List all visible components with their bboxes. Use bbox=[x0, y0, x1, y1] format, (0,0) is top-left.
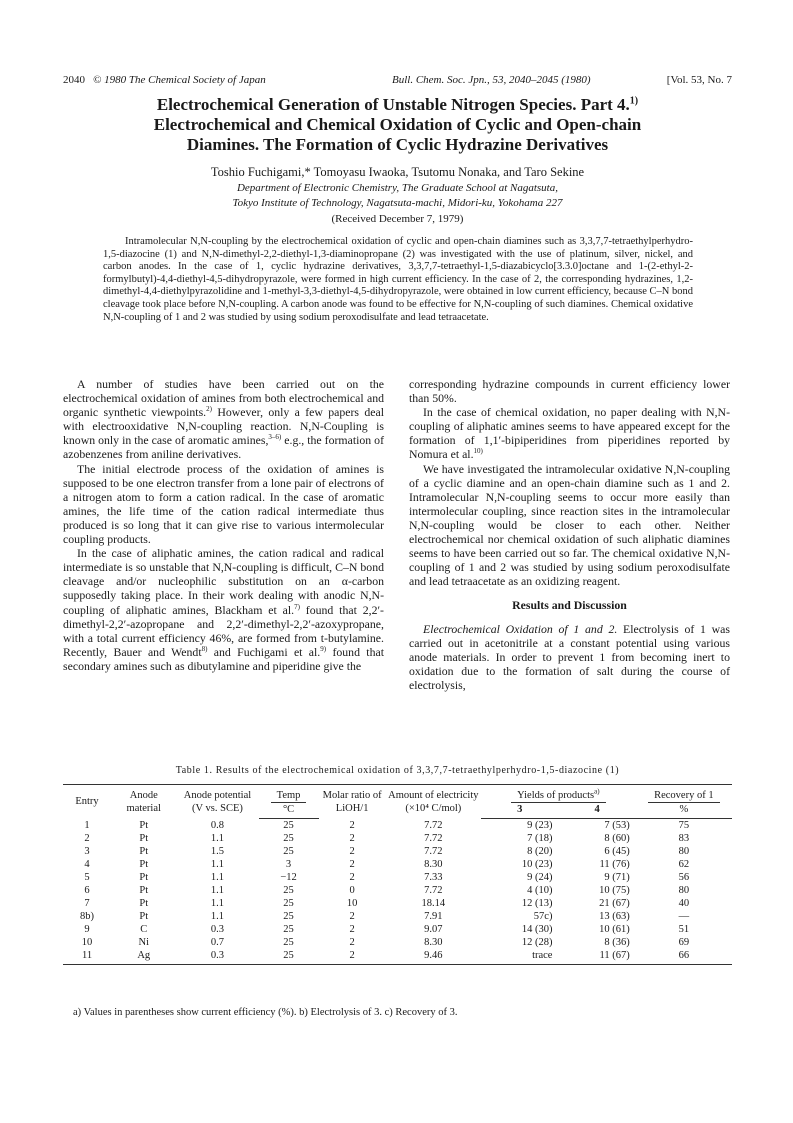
table-cell: 25 bbox=[283, 937, 294, 948]
table-cell: 7 (18) bbox=[527, 833, 553, 844]
text-run: found that secondary amines such as dibutylamine and piperidine give the bbox=[63, 644, 384, 673]
table-cell: 69 bbox=[678, 937, 690, 948]
table-cell: 18.14 bbox=[421, 898, 446, 909]
paragraph bbox=[63, 546, 384, 673]
table-cell: 75 bbox=[678, 820, 690, 831]
table-row bbox=[63, 910, 732, 923]
table-cell: 10 bbox=[346, 898, 358, 909]
table-cell: 25 bbox=[283, 924, 294, 935]
affiliation bbox=[63, 181, 732, 211]
table-caption: Table 1. Results of the electrochemical oxidation of 3,3,7,7-tetraethylperhydro-1,5-diazocine (1) bbox=[175, 765, 620, 776]
table-row bbox=[63, 923, 732, 936]
paper-title bbox=[63, 95, 732, 155]
table-cell: 9 (24) bbox=[527, 872, 553, 883]
table-cell: 83 bbox=[678, 833, 690, 844]
table-cell: 0.3 bbox=[210, 924, 225, 935]
table-row bbox=[63, 884, 732, 897]
table-cell: 2 bbox=[349, 859, 355, 870]
paragraph bbox=[63, 377, 384, 462]
table-body bbox=[63, 819, 732, 965]
table-cell: 80 bbox=[678, 846, 690, 857]
table-cell: 80 bbox=[678, 885, 690, 896]
table-cell: Pt bbox=[139, 885, 149, 896]
paragraph: The initial electrode process of the oxidation of amines is supposed to be one electron transfer from a lone pair of electrons of a nitrogen atom to form a cation radical. In the case of aromatic amines, the life time of the cation radical intermediate thus produced is so long that it can give rise to various intermolecular coupling products. bbox=[63, 461, 384, 547]
table-cell: 57c) bbox=[533, 911, 553, 922]
table-cell: 13 (63) bbox=[599, 911, 630, 922]
table-cell: 10 (61) bbox=[599, 924, 630, 935]
text-run: and Fuchigami et al. bbox=[207, 644, 321, 659]
text-run: In the case of aliphatic amines, the cation radical and radical intermediate is so unstable that N,N-coupling is difficult, C–N bond cleavage and/or nucleophilic substitution on an α-carbon supposedly taking place. In their work dealing with anodic N,N-coupling of aliphatic amines, Blackham et al. bbox=[63, 546, 384, 617]
affiliation-line-1: Department of Electronic Chemistry, The Graduate School at Nagatsuta, bbox=[236, 182, 558, 194]
table-cell: 2 bbox=[319, 949, 386, 965]
table-cell: 10 (23) bbox=[521, 859, 553, 870]
text-run: However, only a few papers deal with electrooxidative N,N-coupling reaction. N,N-Coupling is known only in the case of aromatic amines, bbox=[63, 405, 384, 448]
table-cell: 4 bbox=[84, 859, 90, 870]
table-cell: 6 (45) bbox=[604, 846, 630, 857]
subsection-heading: Electrochemical Oxidation of 1 and 2. bbox=[423, 621, 618, 636]
affiliation-line-2: Tokyo Institute of Technology, Nagatsuta-machi, Midori-ku, Yokohama 227 bbox=[232, 197, 563, 209]
table-cell: 25 bbox=[283, 820, 294, 831]
table-cell: 9 (71) bbox=[604, 872, 630, 883]
table-cell: Pt bbox=[139, 819, 149, 831]
header-molar: Molar ratio of LiOH/1 bbox=[319, 785, 386, 819]
table-row bbox=[63, 897, 732, 910]
paragraph bbox=[409, 622, 730, 692]
left-column bbox=[63, 377, 384, 673]
copyright-notice: © 1980 The Chemical Society of Japan bbox=[93, 74, 266, 86]
table-cell: 7.72 bbox=[424, 833, 443, 844]
table-cell: 25 bbox=[283, 911, 294, 922]
table-cell: 1 bbox=[84, 819, 90, 831]
header-electricity: Amount of electricity (×10⁴ C/mol) bbox=[386, 785, 481, 819]
table-cell: 62 bbox=[678, 859, 690, 870]
table-cell: 7.72 bbox=[424, 819, 443, 831]
table-cell: 25 bbox=[259, 949, 319, 965]
text-run: In the case of chemical oxidation, no paper dealing with N,N-coupling of aliphatic amines seems to have appeared except for the formation of 1,1′-bipiperidines from piperidines reported by Nomura et al. bbox=[409, 405, 730, 462]
table-cell: 8.30 bbox=[424, 937, 443, 948]
paragraph bbox=[409, 405, 730, 461]
header-temp bbox=[259, 785, 319, 804]
table-cell: 8b) bbox=[80, 911, 95, 922]
table-cell: 14 (30) bbox=[521, 924, 553, 935]
table-cell: Ni bbox=[138, 937, 149, 948]
citation-ref: 2) bbox=[206, 405, 212, 414]
table-cell: 3 bbox=[285, 859, 292, 870]
table-cell: 8 (60) bbox=[604, 833, 630, 844]
table-cell: 1.1 bbox=[210, 872, 225, 883]
table-cell: 4 (10) bbox=[527, 885, 553, 896]
table-cell: 2 bbox=[349, 937, 355, 948]
table-cell: 3 bbox=[84, 846, 90, 857]
table-footnote: a) Values in parentheses show current efficiency (%). b) Electrolysis of 3. c) Recovery of 3. bbox=[73, 1007, 458, 1018]
table-cell: 2 bbox=[349, 819, 355, 831]
table-cell: 9 bbox=[84, 924, 90, 935]
header-yields-label bbox=[511, 789, 605, 803]
table-cell: 5 bbox=[84, 872, 90, 883]
journal-citation: Bull. Chem. Soc. Jpn., 53, 2040–2045 (1980) bbox=[392, 74, 591, 86]
footnote-ref: a) bbox=[594, 787, 600, 796]
table-row bbox=[63, 845, 732, 858]
table-cell: 21 (67) bbox=[599, 898, 630, 909]
header-entry: Entry bbox=[63, 785, 111, 819]
table-cell: 25 bbox=[283, 833, 294, 844]
table-cell: Pt bbox=[139, 846, 149, 857]
citation-ref: 3–6) bbox=[268, 433, 282, 442]
table-cell: 66 bbox=[636, 949, 732, 965]
table-cell: 10 bbox=[81, 937, 93, 948]
table-cell: 7 bbox=[84, 898, 90, 909]
text-run: e.g., the formation of azobenzenes from aniline derivatives. bbox=[63, 433, 384, 462]
table-cell: 40 bbox=[678, 898, 690, 909]
table-cell: 7.72 bbox=[424, 885, 443, 896]
table-cell: 2 bbox=[349, 911, 355, 922]
header-recovery bbox=[636, 785, 732, 804]
table-cell: 1.1 bbox=[210, 859, 225, 870]
table-cell: 7.72 bbox=[424, 846, 443, 857]
table-cell: 25 bbox=[283, 898, 294, 909]
table-cell: 8 (20) bbox=[527, 846, 553, 857]
volume-info: [Vol. 53, No. 7 bbox=[666, 74, 732, 86]
table-cell: Pt bbox=[139, 859, 149, 870]
table-cell: 25 bbox=[283, 846, 294, 857]
text-run: A number of studies have been carried out on the electrochemical oxidation of amines from both electrochemical and organic synthetic viewpoints. bbox=[63, 377, 384, 420]
paragraph: corresponding hydrazine compounds in current efficiency lower than 50%. bbox=[409, 377, 730, 406]
table-cell: 56 bbox=[678, 872, 690, 883]
table-cell: 2 bbox=[349, 924, 355, 935]
header-recovery-unit: % bbox=[636, 803, 732, 819]
results-table bbox=[63, 784, 732, 965]
text-run: Electrolysis of 1 was carried out in acetonitrile at a constant potential using various anode materials. In order to prevent 1 from becoming inert to oxidation due to the formation of salt during the course of electrolysis, bbox=[409, 621, 730, 692]
table-cell: 11 bbox=[63, 949, 111, 965]
table-cell: −12 bbox=[280, 872, 297, 883]
paragraph: We have investigated the intramolecular oxidative N,N-coupling of a cyclic diamine and an open-chain diamine such as 1 and 2. Intramolecular N,N-coupling seems to occur more easily than intermolecular coupling, since reaction sites in the intramolecular N,N-coupling would be closer to each other. Neither electrochemical nor chemical oxidation of such aliphatic diamines seems to have been carried out so far. The chemical oxidative N,N-coupling of 1 and 2 was studied by using sodium peroxodisulfate and lead tetraacetate as an oxidizing reagent. bbox=[409, 461, 730, 589]
author-list: Toshio Fuchigami,* Tomoyasu Iwaoka, Tsutomu Nonaka, and Taro Sekine bbox=[210, 165, 585, 179]
table-row bbox=[63, 832, 732, 845]
citation-ref: 8) bbox=[201, 644, 208, 653]
title-reference: 1) bbox=[629, 95, 639, 107]
table-cell: 2 bbox=[84, 833, 90, 844]
section-heading: Results and Discussion bbox=[512, 598, 627, 613]
table-cell: 9.07 bbox=[424, 924, 443, 935]
table-cell: 8.30 bbox=[424, 859, 443, 870]
header-temp-unit: °C bbox=[259, 803, 319, 819]
table-cell: 7.33 bbox=[424, 872, 443, 883]
table-cell: 11 (76) bbox=[599, 859, 630, 870]
abstract: Intramolecular N,N-coupling by the electrochemical oxidation of cyclic and open-chain diamines such as 3,3,7,7-tetraethylperhydro-1,5-diazocine (1) and N,N-dimethyl-2,2-diethyl-1,3-diaminopropane (2) was investigated with the use of platinum, silver, nickel, and carbon anodes. In the case of 1, cyclic hydrazine derivatives, 3,3,7,7-tetraethyl-1,5-diazabicyclo[3.3.0]octane and 1-(2-ethyl-2-formylbutyl)-4,4-diethyl-4,5-dihydropyrazole, were formed in high current efficiency. In the case of 2, the corresponding hydrazines, 1,2-dimethyl-4,4-diethylpyrazolidine and 1-methyl-3,3-diethyl-4,5-dihydropyrazole, were obtained in low current efficiency, because C–N bond cleavage took place before N,N-coupling. A carbon anode was found to be effective for N,N-coupling of such diamines. Chemical oxidative N,N-coupling of 1 and 2 was studied by using sodium peroxodisulfate and lead tetraacetate. bbox=[103, 236, 693, 323]
table-cell: 11 (67) bbox=[558, 949, 635, 965]
table-header-row bbox=[63, 785, 732, 804]
header-product-4: 4 bbox=[558, 803, 635, 819]
header-product-3: 3 bbox=[481, 803, 559, 819]
table-cell: 1.1 bbox=[210, 898, 225, 909]
citation-ref: 7) bbox=[294, 602, 300, 611]
table-row bbox=[63, 949, 732, 965]
table-cell: 12 (13) bbox=[521, 898, 553, 909]
table-cell: 0.8 bbox=[210, 819, 225, 831]
header-yields-text: Yields of products bbox=[517, 790, 595, 801]
table-cell: 1.1 bbox=[210, 911, 225, 922]
table-row bbox=[63, 936, 732, 949]
table-cell: 0 bbox=[349, 885, 355, 896]
table-cell: Ag bbox=[111, 949, 176, 965]
table-cell: 2 bbox=[349, 872, 355, 883]
header-recovery-label: Recovery of 1 bbox=[648, 789, 719, 803]
table-cell: 9 (23) bbox=[527, 820, 553, 831]
table-row bbox=[63, 819, 732, 833]
table-cell: 12 (28) bbox=[521, 937, 553, 948]
table-cell: C bbox=[140, 924, 148, 935]
table-cell: 0.3 bbox=[176, 949, 258, 965]
table-cell: Pt bbox=[139, 898, 149, 909]
table-cell: 2 bbox=[349, 833, 355, 844]
table-cell: 6 bbox=[84, 885, 90, 896]
table-cell: Pt bbox=[139, 911, 149, 922]
table-cell: 7 (53) bbox=[604, 820, 630, 831]
table-cell: 2 bbox=[349, 846, 355, 857]
table-cell: 7.91 bbox=[424, 911, 443, 922]
right-column bbox=[409, 377, 730, 692]
header-temp-label: Temp bbox=[271, 789, 307, 803]
table-cell: Pt bbox=[139, 872, 149, 883]
page-number: 2040 bbox=[63, 74, 85, 86]
citation-ref: 10) bbox=[473, 447, 483, 456]
title-line-2: Electrochemical and Chemical Oxidation of Cyclic and Open-chain bbox=[153, 115, 642, 134]
table-row bbox=[63, 871, 732, 884]
table-cell: 1.5 bbox=[210, 846, 225, 857]
table-cell: trace bbox=[481, 949, 559, 965]
citation-ref: 9) bbox=[320, 644, 327, 653]
table-cell: 8 (36) bbox=[604, 937, 630, 948]
header-potential: Anode potential (V vs. SCE) bbox=[176, 785, 258, 819]
table-cell: 1.1 bbox=[210, 833, 225, 844]
text-run: found that 2,2′-dimethyl-2,2′-azopropane and 2,2′-dimethyl-2,2′-azoxypropane, with a total current efficiency 46%, are formed from t-butylamine. Recently, Bauer and Wendt bbox=[63, 602, 384, 659]
table-row bbox=[63, 858, 732, 871]
table-cell: — bbox=[678, 911, 690, 922]
table-cell: 1.1 bbox=[210, 885, 225, 896]
title-line-1: Electrochemical Generation of Unstable Nitrogen Species. Part 4. bbox=[156, 95, 630, 114]
header-anode: Anode material bbox=[111, 785, 176, 819]
title-line-3: Diamines. The Formation of Cyclic Hydrazine Derivatives bbox=[186, 135, 609, 154]
table-cell: 0.7 bbox=[210, 937, 225, 948]
header-yields bbox=[481, 785, 636, 804]
table-cell: Pt bbox=[139, 833, 149, 844]
table-cell: 9.46 bbox=[386, 949, 481, 965]
received-date: (Received December 7, 1979) bbox=[331, 213, 464, 225]
table-cell: 51 bbox=[678, 924, 690, 935]
table-cell: 25 bbox=[283, 885, 294, 896]
table-cell: 10 (75) bbox=[599, 885, 630, 896]
running-head bbox=[63, 73, 732, 87]
